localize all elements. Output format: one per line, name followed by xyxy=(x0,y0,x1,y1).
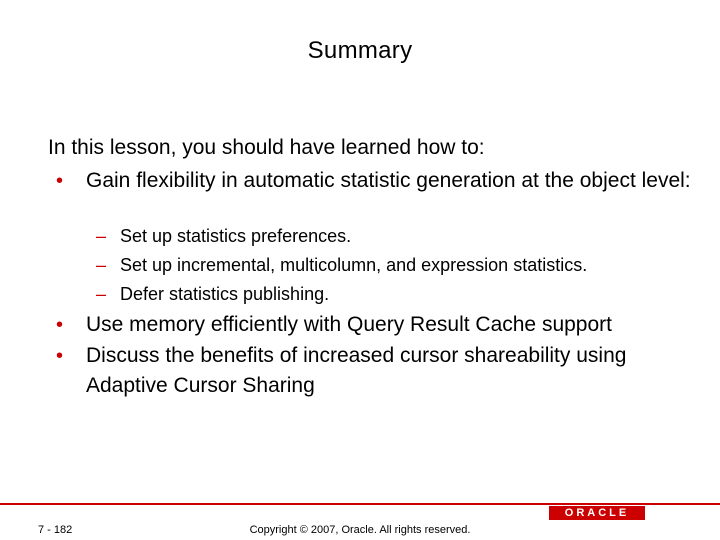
sub-item-2 xyxy=(96,251,587,279)
footer-divider xyxy=(0,503,720,505)
bullet-item-1 xyxy=(56,166,696,196)
lead-text: In this lesson, you should have learned how to: xyxy=(48,136,485,159)
bullet-dot-icon: • xyxy=(56,314,64,336)
bullet-item-2 xyxy=(56,310,696,340)
bullet-text: Discuss the benefits of increased cursor shareability using Adaptive Cursor Sharing xyxy=(86,344,627,397)
bullet-dot-icon: • xyxy=(56,345,64,367)
bullet-item-3 xyxy=(56,341,696,401)
dash-icon: – xyxy=(96,255,107,275)
slide-title: Summary xyxy=(307,37,413,64)
copyright-text: Copyright © 2007, Oracle. All rights reserved. xyxy=(249,524,471,536)
bullet-text: Use memory efficiently with Query Result Cache support xyxy=(86,313,612,336)
sub-item-text: Defer statistics publishing. xyxy=(120,284,330,304)
oracle-logo xyxy=(549,506,645,520)
logo-text: ORACLE xyxy=(564,507,630,519)
sub-item-1 xyxy=(96,222,351,250)
dash-icon: – xyxy=(96,226,107,246)
dash-icon: – xyxy=(96,284,107,304)
bullet-text: Gain flexibility in automatic statistic generation at the object level: xyxy=(86,169,691,192)
sub-item-text: Set up incremental, multicolumn, and expression statistics. xyxy=(120,255,588,275)
bullet-dot-icon: • xyxy=(56,170,64,192)
page-number: 7 - 182 xyxy=(38,524,73,536)
sub-item-text: Set up statistics preferences. xyxy=(120,226,352,246)
sub-item-3 xyxy=(96,280,329,308)
